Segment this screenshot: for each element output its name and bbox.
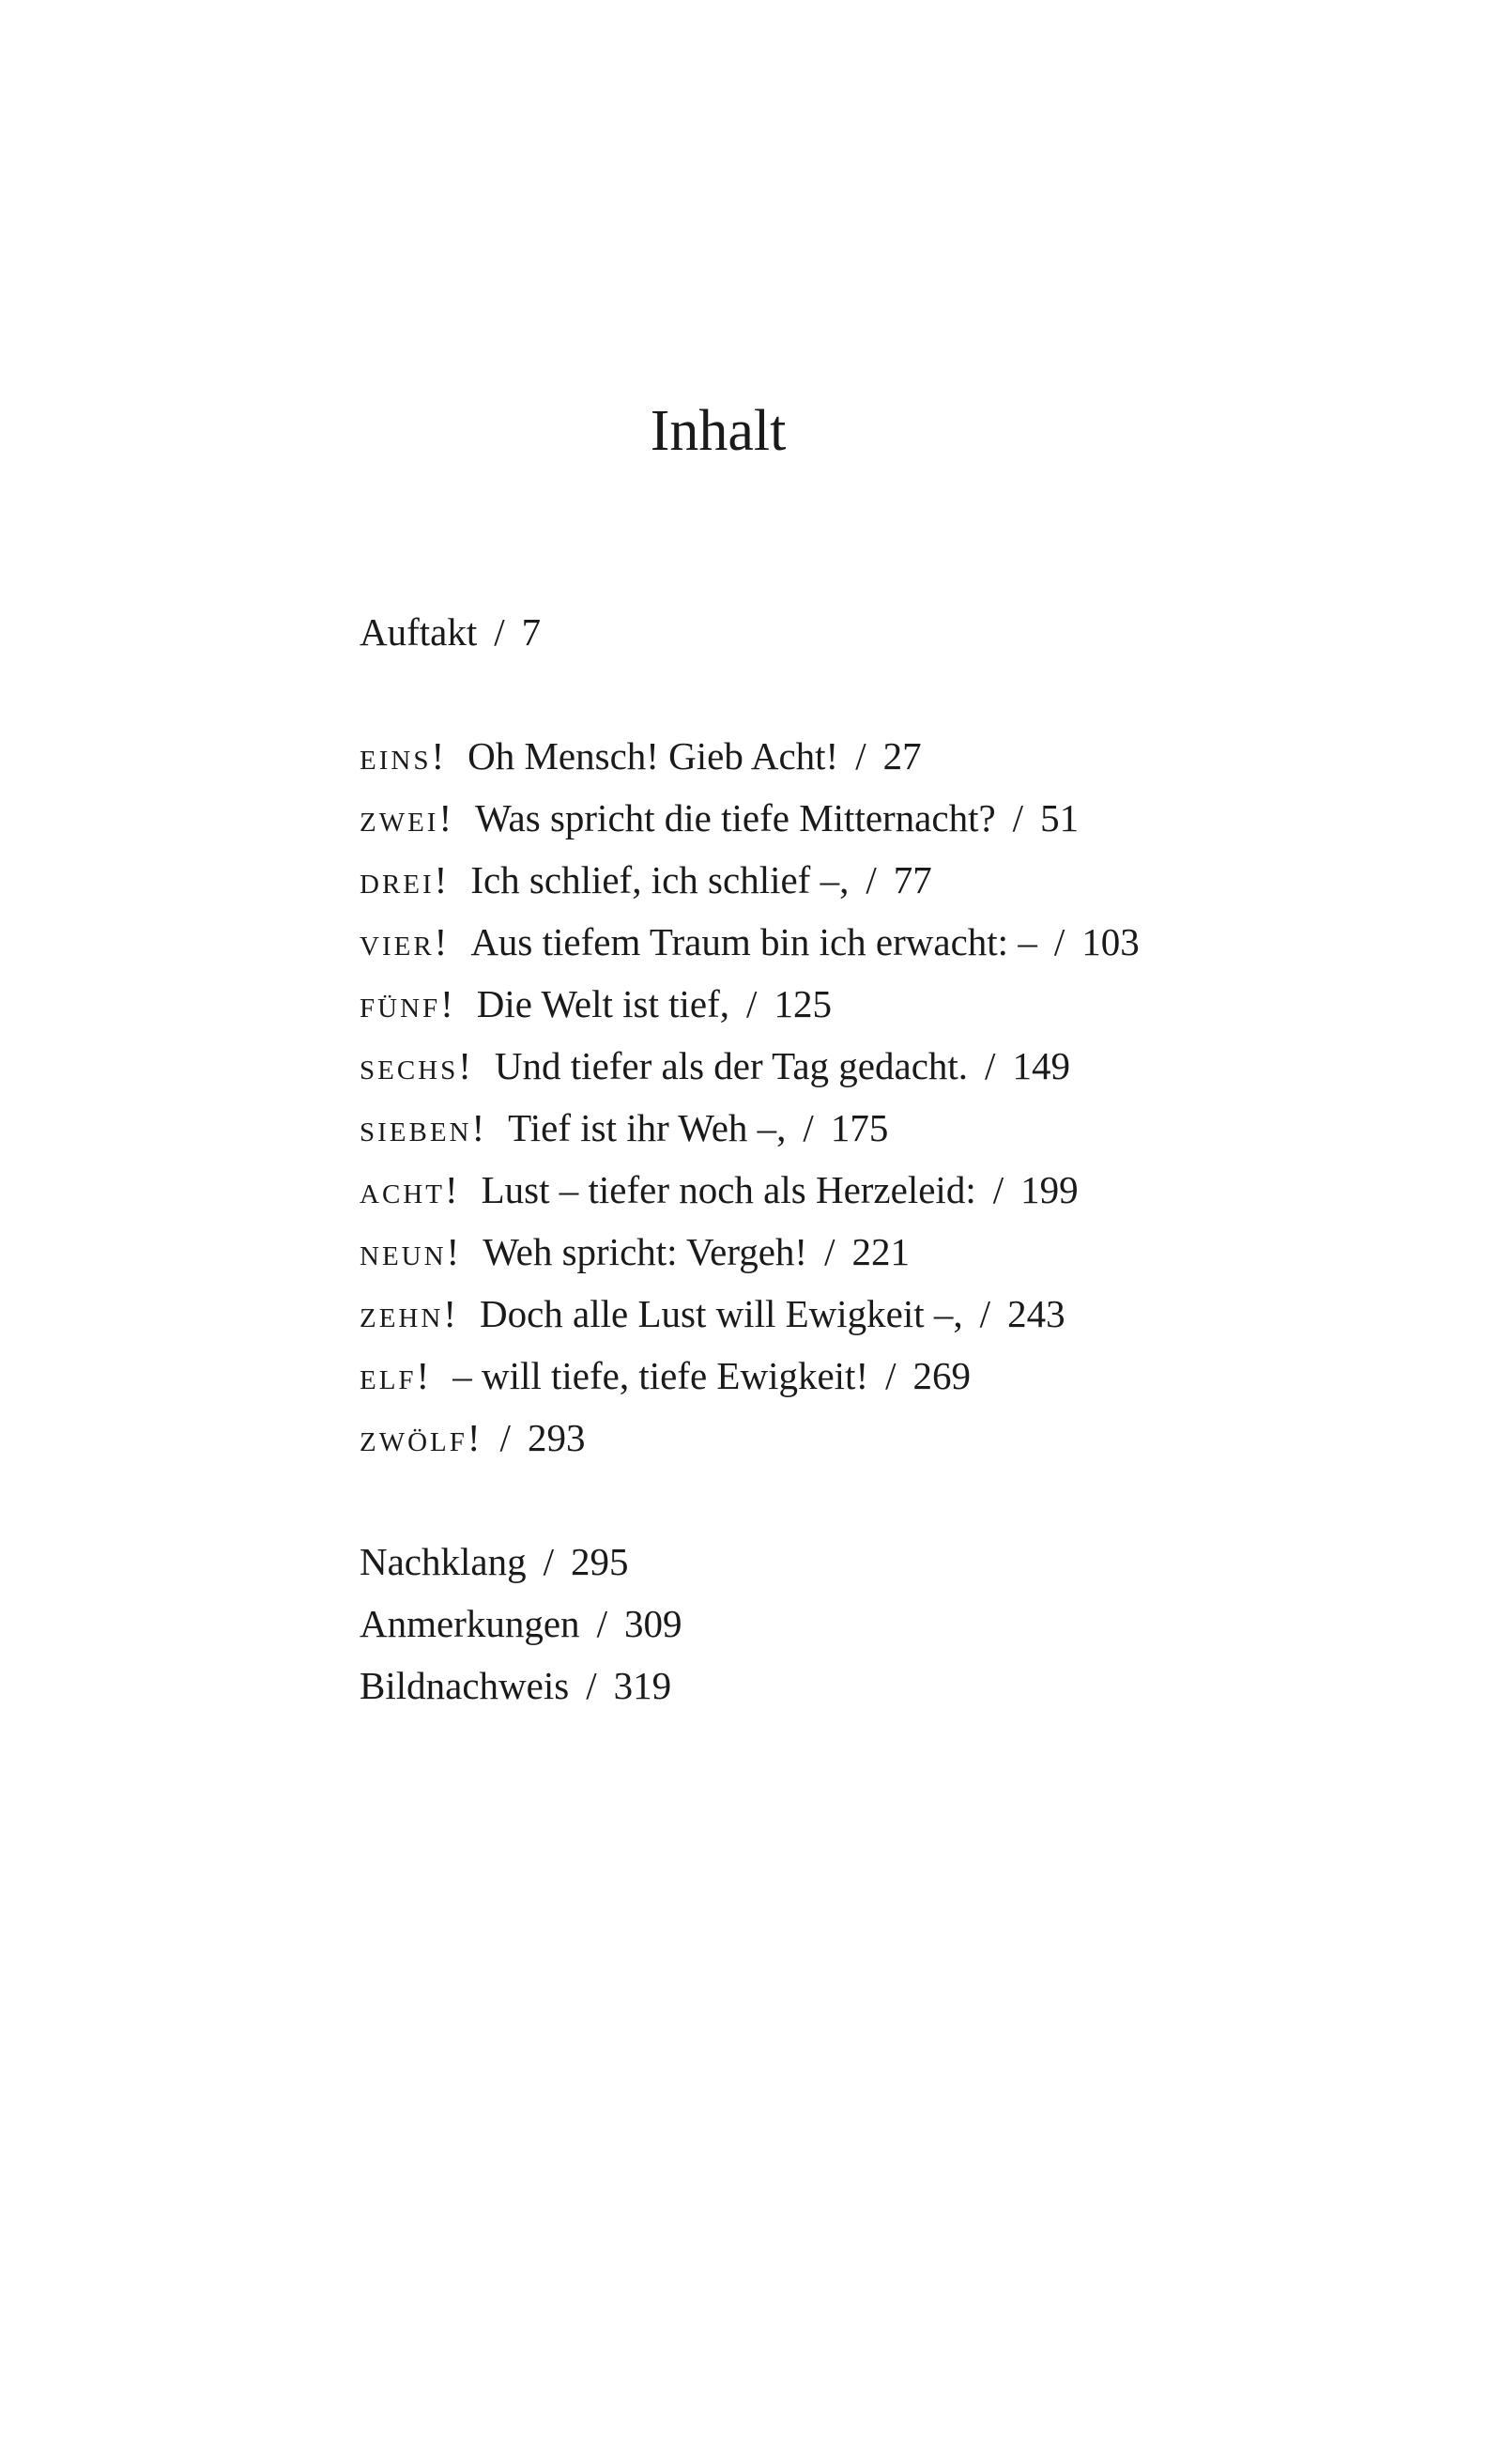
toc-entry-fuenf	[360, 973, 1392, 1035]
chapter-number: elf!	[360, 1354, 433, 1397]
toc-entry-neun	[360, 1221, 1392, 1283]
page-number: 27	[882, 734, 922, 778]
page-number: 175	[830, 1106, 889, 1149]
page-number: 199	[1020, 1168, 1079, 1211]
chapter-number: sechs!	[360, 1044, 474, 1087]
page-number: 77	[893, 858, 932, 901]
entry-label: Anmerkungen	[360, 1602, 580, 1645]
page-number: 51	[1040, 796, 1080, 839]
separator: /	[979, 1292, 991, 1335]
chapter-number: sieben!	[360, 1106, 488, 1149]
chapter-number: neun!	[360, 1230, 463, 1273]
toc-entry-auftakt	[360, 601, 1392, 663]
section-gap	[360, 1469, 1392, 1531]
page-number: 293	[527, 1416, 586, 1459]
chapter-title: – will tiefe, tiefe Ewigkeit!	[452, 1354, 869, 1397]
toc-entry-zwoelf	[360, 1407, 1392, 1469]
toc-entry-drei	[360, 849, 1392, 911]
page-title: Inhalt	[650, 399, 787, 463]
toc-entry-zehn	[360, 1283, 1392, 1345]
toc-entry-sieben	[360, 1097, 1392, 1159]
separator: /	[499, 1416, 511, 1459]
page-number: 269	[912, 1354, 971, 1397]
chapter-title: Die Welt ist tief,	[476, 982, 730, 1025]
chapter-number: drei!	[360, 858, 451, 901]
chapter-title: Tief ist ihr Weh –,	[508, 1106, 787, 1149]
chapter-title: Weh spricht: Vergeh!	[483, 1230, 808, 1273]
chapter-title: Ich schlief, ich schlief –,	[470, 858, 850, 901]
separator: /	[1012, 796, 1024, 839]
chapter-number: zwölf!	[360, 1416, 483, 1459]
toc-entry-acht	[360, 1159, 1392, 1221]
entry-label: Bildnachweis	[360, 1664, 570, 1707]
chapter-title: Aus tiefem Traum bin ich erwacht: –	[470, 920, 1037, 963]
entry-label: Auftakt	[360, 610, 478, 654]
toc-entry-vier	[360, 911, 1392, 973]
chapter-number: acht!	[360, 1168, 461, 1211]
page-number: 7	[521, 610, 542, 654]
separator: /	[992, 1168, 1004, 1211]
page-number: 319	[613, 1664, 672, 1707]
chapter-number: zwei!	[360, 796, 455, 839]
section-gap	[360, 663, 1392, 725]
chapter-title: Oh Mensch! Gieb Acht!	[467, 734, 839, 778]
chapter-number: vier!	[360, 920, 451, 963]
toc-entry-nachklang	[360, 1531, 1392, 1593]
separator: /	[746, 982, 758, 1025]
page-number: 243	[1007, 1292, 1065, 1335]
chapter-number: zehn!	[360, 1292, 459, 1335]
separator: /	[985, 1044, 996, 1087]
separator: /	[885, 1354, 897, 1397]
chapter-title: Was spricht die tiefe Mitternacht?	[475, 796, 996, 839]
page-number: 309	[623, 1602, 682, 1645]
toc-entry-eins	[360, 725, 1392, 787]
toc-entry-bildnachweis	[360, 1655, 1392, 1717]
chapter-title: Und tiefer als der Tag gedacht.	[494, 1044, 969, 1087]
toc-entry-zwei	[360, 787, 1392, 849]
separator: /	[596, 1602, 607, 1645]
separator: /	[1053, 920, 1065, 963]
separator: /	[824, 1230, 835, 1273]
separator: /	[586, 1664, 597, 1707]
entry-label: Nachklang	[360, 1540, 527, 1583]
table-of-contents	[360, 601, 1392, 1717]
page-number: 295	[571, 1540, 629, 1583]
chapter-title: Doch alle Lust will Ewigkeit –,	[479, 1292, 963, 1335]
page-number: 103	[1081, 920, 1140, 963]
separator: /	[543, 1540, 554, 1583]
separator: /	[803, 1106, 814, 1149]
chapter-number: eins!	[360, 734, 448, 778]
page-number: 149	[1012, 1044, 1070, 1087]
separator: /	[855, 734, 866, 778]
separator: /	[866, 858, 877, 901]
page-number: 125	[774, 982, 832, 1025]
page-number: 221	[851, 1230, 910, 1273]
toc-entry-sechs	[360, 1035, 1392, 1097]
toc-entry-elf	[360, 1345, 1392, 1407]
chapter-title: Lust – tiefer noch als Herzeleid:	[481, 1168, 976, 1211]
toc-entry-anmerkungen	[360, 1593, 1392, 1655]
chapter-number: fünf!	[360, 982, 456, 1025]
separator: /	[494, 610, 505, 654]
